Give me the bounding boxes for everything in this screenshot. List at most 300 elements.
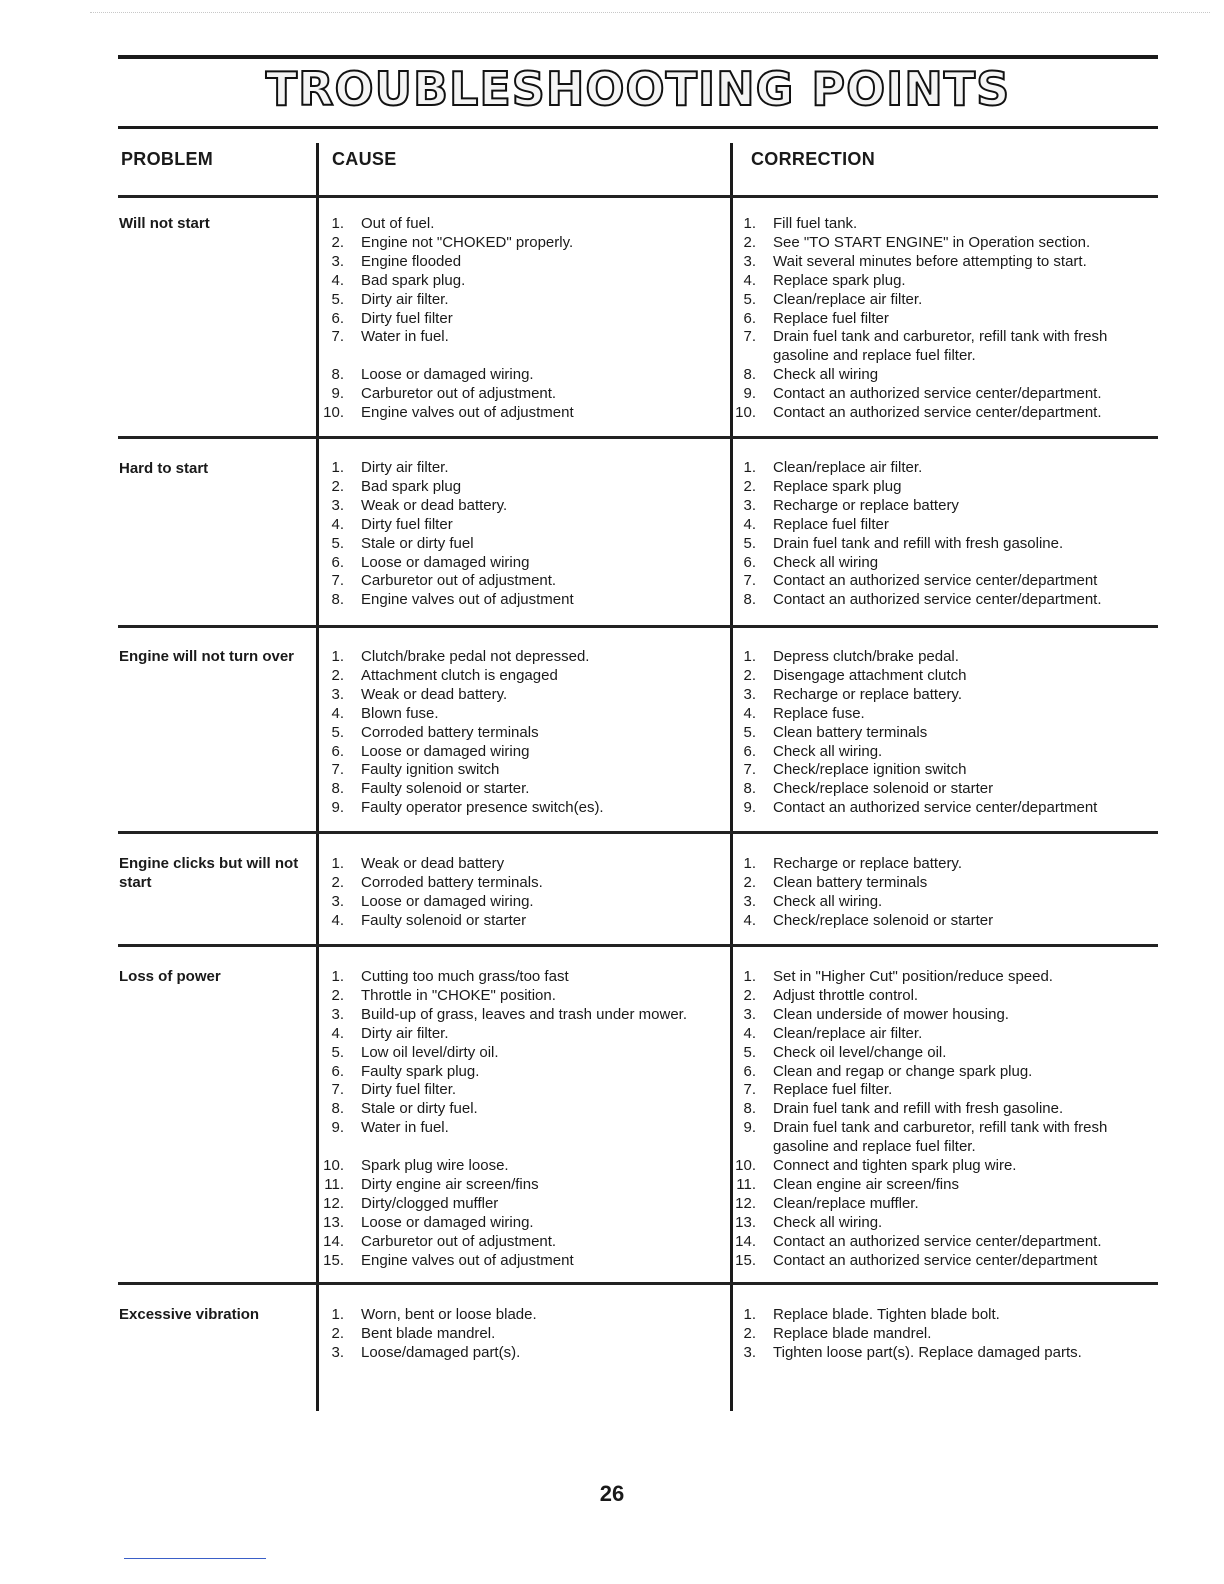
item-text: Depress clutch/brake pedal. <box>773 648 959 665</box>
cause-item <box>322 1063 722 1082</box>
item-number: 5. <box>331 1043 344 1061</box>
header-cause: CAUSE <box>332 149 397 169</box>
item-text: Disengage attachment clutch <box>773 666 967 684</box>
item-text: Contact an authorized service center/department <box>773 799 1098 817</box>
item-number: 10. <box>323 404 344 422</box>
item-text: Adjust throttle control. <box>773 986 919 1004</box>
correction-item <box>734 1157 1154 1176</box>
item-text: Weak or dead battery. <box>361 496 508 514</box>
item-text: Loose/damaged part(s). <box>361 1343 521 1361</box>
item-text: Loose or damaged wiring <box>361 553 530 571</box>
scan-speckle <box>90 12 1210 13</box>
item-number: 2. <box>331 1324 344 1342</box>
item-number: 2. <box>331 666 344 684</box>
item-text: Set in "Higher Cut" position/reduce speed. <box>773 968 1053 985</box>
cause-item <box>322 1344 722 1363</box>
item-text: Connect and tighten spark plug wire. <box>773 1157 1017 1175</box>
item-number: 9. <box>743 385 756 403</box>
correction-item <box>734 385 1154 404</box>
page-number: 26 <box>599 1481 625 1506</box>
item-text: Contact an authorized service center/department. <box>773 385 1102 403</box>
correction-item <box>734 272 1154 291</box>
cause-item <box>322 705 722 724</box>
correction-item <box>734 667 1154 686</box>
correction-item <box>734 1081 1154 1100</box>
item-text: Drain fuel tank and refill with fresh gasoline. <box>773 534 1064 552</box>
cause-item <box>322 215 722 234</box>
cause-item <box>322 855 722 874</box>
item-number: 1. <box>743 855 756 872</box>
correction-item <box>734 1044 1154 1063</box>
item-number: 14. <box>735 1232 756 1250</box>
item-text: Loose or damaged wiring <box>361 742 530 760</box>
item-number: 8. <box>743 591 756 609</box>
item-text: Clean/replace air filter. <box>773 1024 923 1042</box>
correction-item <box>734 366 1154 385</box>
cause-item <box>322 987 722 1006</box>
correction-item <box>734 591 1154 610</box>
problem-label: Hard to start <box>119 460 209 477</box>
correction-item <box>734 780 1154 799</box>
row-divider <box>118 625 1158 628</box>
item-text: See "TO START ENGINE" in Operation section. <box>773 233 1091 251</box>
item-number: 9. <box>743 1119 756 1137</box>
item-text: Carburetor out of adjustment. <box>361 1232 557 1250</box>
item-text: Faulty solenoid or starter. <box>361 780 530 798</box>
problem-label: Loss of power <box>119 968 221 985</box>
item-text: Check all wiring <box>773 366 879 384</box>
row-divider <box>118 944 1158 947</box>
correction-item <box>734 1195 1154 1214</box>
column-divider-cause <box>316 143 319 1411</box>
item-text: Contact an authorized service center/department. <box>773 591 1102 609</box>
cause-item <box>322 234 722 253</box>
item-text: Contact an authorized service center/department <box>773 572 1098 590</box>
item-text: Bad spark plug. <box>361 271 466 289</box>
header-rule <box>118 195 1158 198</box>
item-number: 10. <box>735 1157 756 1175</box>
correction-item <box>734 459 1154 478</box>
item-text: Blown fuse. <box>361 704 439 722</box>
cause-item <box>322 1119 722 1138</box>
correction-item <box>734 705 1154 724</box>
item-number: 9. <box>331 799 344 817</box>
cause-item <box>322 968 722 987</box>
cause-item <box>322 310 722 329</box>
correction-item <box>734 761 1154 780</box>
item-text: Dirty fuel filter. <box>361 1081 457 1099</box>
item-number: 3. <box>743 685 756 703</box>
item-text: Recharge or replace battery <box>773 496 959 514</box>
row-divider <box>118 831 1158 834</box>
item-number: 2. <box>743 477 756 495</box>
item-text: Check all wiring <box>773 553 879 571</box>
item-number: 5. <box>331 290 344 308</box>
item-text: Cutting too much grass/too fast <box>361 968 569 985</box>
correction-item <box>734 404 1154 423</box>
correction-item <box>734 1252 1154 1271</box>
cause-item <box>322 572 722 591</box>
item-number: 8. <box>743 1100 756 1118</box>
cause-item <box>322 1006 722 1025</box>
correction-item <box>734 1176 1154 1195</box>
item-number: 9. <box>331 1119 344 1137</box>
item-number: 3. <box>331 496 344 514</box>
item-text: Worn, bent or loose blade. <box>361 1306 537 1323</box>
correction-item <box>734 1344 1154 1363</box>
cause-list <box>322 855 722 931</box>
item-number: 2. <box>743 666 756 684</box>
cause-item <box>322 1044 722 1063</box>
correction-item <box>734 1006 1154 1025</box>
item-number: 5. <box>743 290 756 308</box>
cause-item <box>322 724 722 743</box>
item-number: 1. <box>331 1306 344 1323</box>
footer-link-line <box>124 1558 266 1559</box>
item-number: 8. <box>331 1100 344 1118</box>
item-number: 1. <box>743 459 756 476</box>
item-number: 3. <box>743 1343 756 1361</box>
item-text: Faulty ignition switch <box>361 761 500 779</box>
item-number: 7. <box>743 761 756 779</box>
cause-list <box>322 1306 722 1363</box>
cause-item <box>322 799 722 818</box>
item-number: 3. <box>743 892 756 910</box>
item-text: Check/replace ignition switch <box>773 761 967 779</box>
item-text: Check oil level/change oil. <box>773 1043 947 1061</box>
item-number: 1. <box>331 459 344 476</box>
item-text: Clean battery terminals <box>773 723 928 741</box>
cause-item <box>322 347 722 366</box>
item-text: Check/replace solenoid or starter <box>773 780 994 798</box>
item-text: Out of fuel. <box>361 215 435 232</box>
cause-item <box>322 328 722 347</box>
item-number: 2. <box>743 233 756 251</box>
correction-item <box>734 987 1154 1006</box>
cause-item <box>322 874 722 893</box>
item-number: 11. <box>324 1175 344 1193</box>
item-text: Clean engine air screen/fins <box>773 1175 959 1193</box>
item-text: Drain fuel tank and carburetor, refill tank with fresh gasoline and replace fuel filter. <box>773 328 1108 365</box>
correction-item <box>734 743 1154 762</box>
cause-item <box>322 1214 722 1233</box>
item-number: 4. <box>331 1024 344 1042</box>
item-text: Replace fuel filter <box>773 515 889 533</box>
item-text: Check all wiring. <box>773 1213 883 1231</box>
item-number: 2. <box>331 986 344 1004</box>
cause-item <box>322 1325 722 1344</box>
item-number: 2. <box>331 873 344 891</box>
cause-item <box>322 1025 722 1044</box>
item-text: Replace blade. Tighten blade bolt. <box>773 1306 1000 1323</box>
item-text: Check all wiring. <box>773 892 883 910</box>
item-number: 3. <box>743 252 756 270</box>
item-number: 3. <box>331 685 344 703</box>
item-text: Stale or dirty fuel. <box>361 1100 478 1118</box>
correction-item <box>734 855 1154 874</box>
item-number: 9. <box>331 385 344 403</box>
cause-item <box>322 1157 722 1176</box>
correction-item <box>734 497 1154 516</box>
cause-item <box>322 253 722 272</box>
correction-item <box>734 291 1154 310</box>
item-number: 1. <box>743 1306 756 1323</box>
item-number: 1. <box>743 968 756 985</box>
correction-item <box>734 912 1154 931</box>
cause-item <box>322 497 722 516</box>
cause-list <box>322 648 722 818</box>
item-number: 3. <box>743 496 756 514</box>
item-text: Weak or dead battery <box>361 855 505 872</box>
item-number: 2. <box>743 1324 756 1342</box>
item-number: 14. <box>323 1232 344 1250</box>
item-text: Build-up of grass, leaves and trash under mower. <box>361 1005 688 1023</box>
item-number: 4. <box>743 1024 756 1042</box>
item-number: 4. <box>331 271 344 289</box>
item-text: Contact an authorized service center/department. <box>773 1232 1102 1250</box>
item-number: 7. <box>743 572 756 590</box>
header-problem: PROBLEM <box>121 149 214 169</box>
item-text: Engine not "CHOKED" properly. <box>361 233 574 251</box>
header-correction: CORRECTION <box>751 149 875 169</box>
item-text: Replace fuel filter. <box>773 1081 893 1099</box>
correction-item <box>734 516 1154 535</box>
correction-item <box>734 535 1154 554</box>
item-text: Clean battery terminals <box>773 873 928 891</box>
item-text: Contact an authorized service center/department. <box>773 404 1102 422</box>
correction-list <box>734 648 1154 818</box>
title-rule-bottom <box>118 126 1158 129</box>
item-text: Recharge or replace battery. <box>773 685 962 703</box>
item-number: 12. <box>323 1194 344 1212</box>
correction-list <box>734 215 1154 423</box>
item-text: Replace blade mandrel. <box>773 1324 932 1342</box>
item-number: 8. <box>331 366 344 384</box>
item-text: Dirty air filter. <box>361 290 449 308</box>
cause-item <box>322 1306 722 1325</box>
item-number: 4. <box>331 911 344 929</box>
item-text: Engine valves out of adjustment <box>361 591 574 609</box>
item-number: 8. <box>743 366 756 384</box>
correction-item <box>734 554 1154 573</box>
item-number: 6. <box>743 1062 756 1080</box>
correction-item <box>734 799 1154 818</box>
cause-item <box>322 1138 722 1157</box>
item-text: Fill fuel tank. <box>773 215 858 232</box>
correction-list <box>734 855 1154 931</box>
page-title: TROUBLESHOOTING POINTS <box>265 62 1011 116</box>
cause-item <box>322 686 722 705</box>
item-number: 1. <box>743 215 756 232</box>
item-number: 5. <box>743 534 756 552</box>
item-text: Dirty fuel filter <box>361 515 453 533</box>
correction-item <box>734 215 1154 234</box>
correction-item <box>734 572 1154 591</box>
row-divider <box>118 436 1158 439</box>
cause-item <box>322 478 722 497</box>
correction-item <box>734 1306 1154 1325</box>
correction-item <box>734 478 1154 497</box>
item-number: 4. <box>743 515 756 533</box>
problem-label: Engine clicks but will not start <box>119 855 299 891</box>
item-number: 5. <box>331 723 344 741</box>
correction-item <box>734 648 1154 667</box>
item-number: 12. <box>735 1194 756 1212</box>
correction-item <box>734 686 1154 705</box>
cause-item <box>322 743 722 762</box>
item-text: Water in fuel. <box>361 328 449 346</box>
item-text: Tighten loose part(s). Replace damaged parts. <box>773 1343 1082 1361</box>
cause-item <box>322 780 722 799</box>
row-divider <box>118 1282 1158 1285</box>
cause-item <box>322 516 722 535</box>
correction-item <box>734 253 1154 272</box>
item-text: Bent blade mandrel. <box>361 1324 496 1342</box>
cause-item <box>322 459 722 478</box>
cause-item <box>322 535 722 554</box>
cause-item <box>322 912 722 931</box>
cause-item <box>322 893 722 912</box>
item-number: 7. <box>331 328 344 346</box>
correction-item <box>734 1025 1154 1044</box>
cause-item <box>322 667 722 686</box>
item-number: 7. <box>743 1081 756 1099</box>
item-number: 6. <box>331 553 344 571</box>
item-text: Wait several minutes before attempting to start. <box>773 252 1087 270</box>
item-text: Loose or damaged wiring. <box>361 1213 534 1231</box>
cause-item <box>322 291 722 310</box>
item-number: 4. <box>743 911 756 929</box>
item-text: Replace spark plug. <box>773 271 906 289</box>
item-number: 3. <box>331 252 344 270</box>
cause-list <box>322 459 722 610</box>
title-rule-top <box>118 55 1158 59</box>
item-text: Spark plug wire loose. <box>361 1157 509 1175</box>
item-text: Clean/replace air filter. <box>773 290 923 308</box>
correction-item <box>734 1119 1154 1157</box>
item-number: 4. <box>743 704 756 722</box>
cause-item <box>322 761 722 780</box>
item-text: Replace spark plug <box>773 477 902 495</box>
item-text: Stale or dirty fuel <box>361 534 474 552</box>
cause-item <box>322 1252 722 1271</box>
cause-item <box>322 366 722 385</box>
item-number: 5. <box>331 534 344 552</box>
item-text: Drain fuel tank and carburetor, refill tank with fresh gasoline and replace fuel filter. <box>773 1119 1108 1156</box>
item-text: Faulty operator presence switch(es). <box>361 799 604 817</box>
item-number: 6. <box>331 742 344 760</box>
item-text: Corroded battery terminals <box>361 723 539 741</box>
cause-item <box>322 272 722 291</box>
cause-item <box>322 1176 722 1195</box>
item-text: Dirty engine air screen/fins <box>361 1175 539 1193</box>
item-number: 2. <box>331 477 344 495</box>
item-number: 6. <box>331 1062 344 1080</box>
item-number: 8. <box>743 780 756 798</box>
item-text: Replace fuse. <box>773 704 865 722</box>
item-text: Bad spark plug <box>361 477 462 495</box>
item-number: 3. <box>331 892 344 910</box>
item-number: 2. <box>743 986 756 1004</box>
column-divider-correction <box>730 143 733 1411</box>
item-text: Clean/replace muffler. <box>773 1194 919 1212</box>
cause-item <box>322 648 722 667</box>
item-text: Faulty spark plug. <box>361 1062 480 1080</box>
cause-list <box>322 215 722 423</box>
item-text: Clean/replace air filter. <box>773 459 923 476</box>
correction-item <box>734 1325 1154 1344</box>
item-text: Corroded battery terminals. <box>361 873 543 891</box>
item-number: 7. <box>331 1081 344 1099</box>
item-text: Dirty air filter. <box>361 459 449 476</box>
cause-item <box>322 1100 722 1119</box>
item-number: 1. <box>743 648 756 665</box>
cause-item <box>322 591 722 610</box>
item-text: Dirty fuel filter <box>361 309 453 327</box>
item-text: Faulty solenoid or starter <box>361 911 527 929</box>
item-number: 13. <box>735 1213 756 1231</box>
cause-item <box>322 554 722 573</box>
cause-item <box>322 385 722 404</box>
item-text: Throttle in "CHOKE" position. <box>361 986 556 1004</box>
item-text: Dirty/clogged muffler <box>361 1194 499 1212</box>
item-number: 5. <box>743 723 756 741</box>
item-text: Carburetor out of adjustment. <box>361 385 557 403</box>
item-number: 3. <box>331 1343 344 1361</box>
correction-item <box>734 234 1154 253</box>
item-number: 11. <box>736 1175 756 1193</box>
item-text: Clean and regap or change spark plug. <box>773 1062 1033 1080</box>
item-number: 7. <box>743 328 756 346</box>
item-number: 4. <box>331 704 344 722</box>
correction-item <box>734 1063 1154 1082</box>
item-text: Check all wiring. <box>773 742 883 760</box>
cause-item <box>322 1233 722 1252</box>
correction-item <box>734 1214 1154 1233</box>
correction-list <box>734 968 1154 1271</box>
item-text: Dirty air filter. <box>361 1024 449 1042</box>
cause-item <box>322 1081 722 1100</box>
item-number: 6. <box>743 553 756 571</box>
correction-list <box>734 1306 1154 1363</box>
item-text: Low oil level/dirty oil. <box>361 1043 499 1061</box>
item-number: 1. <box>331 648 344 665</box>
item-number: 2. <box>743 873 756 891</box>
cause-item <box>322 404 722 423</box>
item-number: 15. <box>323 1251 344 1269</box>
item-text: Loose or damaged wiring. <box>361 892 534 910</box>
item-text: Replace fuel filter <box>773 309 889 327</box>
problem-label: Excessive vibration <box>119 1306 260 1323</box>
item-number: 5. <box>743 1043 756 1061</box>
correction-item <box>734 1100 1154 1119</box>
problem-label: Will not start <box>119 215 210 232</box>
item-number: 4. <box>743 271 756 289</box>
correction-item <box>734 310 1154 329</box>
item-text: Clutch/brake pedal not depressed. <box>361 648 590 665</box>
correction-item <box>734 968 1154 987</box>
item-number: 10. <box>735 404 756 422</box>
item-number: 8. <box>331 780 344 798</box>
correction-item <box>734 328 1154 366</box>
item-number: 4. <box>331 515 344 533</box>
item-text: Attachment clutch is engaged <box>361 666 558 684</box>
correction-item <box>734 893 1154 912</box>
item-text: Engine valves out of adjustment <box>361 1251 574 1269</box>
item-number: 1. <box>331 968 344 985</box>
item-text: Recharge or replace battery. <box>773 855 962 872</box>
correction-item <box>734 1233 1154 1252</box>
